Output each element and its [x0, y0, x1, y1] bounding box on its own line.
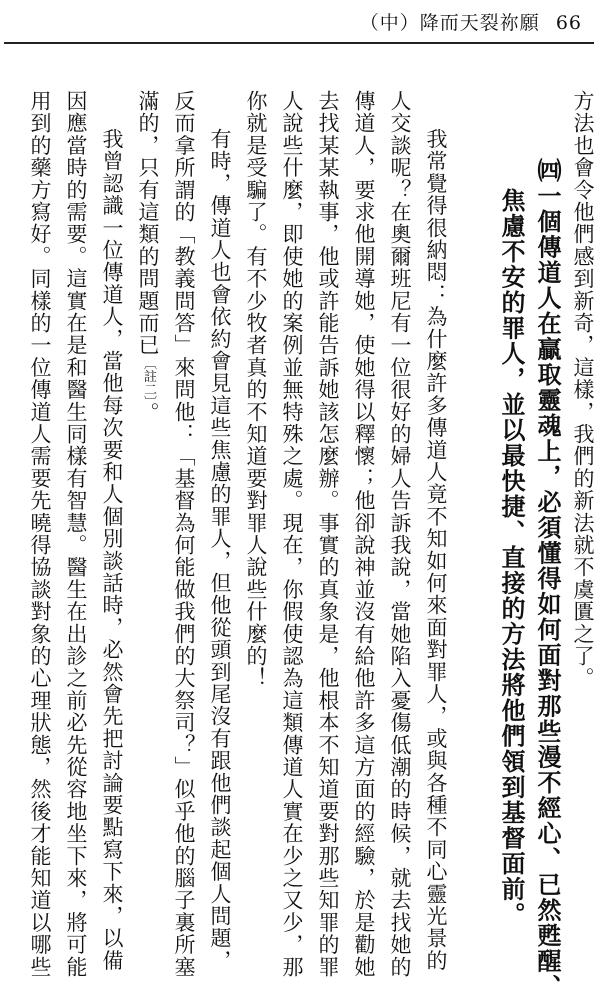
- text-column-15: 用到的藥方寫好。同樣的一位傳道人需要先曉得協談對象的心理狀態，然後才能知道以哪些: [28, 90, 52, 978]
- text-column-9: 你就是受騙了。有不少牧者真的不知道要對罪人說些什麼的！: [244, 90, 268, 690]
- text-column-13: 我曾認識一位傳道人，當他每次要和人個別談話時，必然會先把討論要點寫下來，以備: [100, 128, 124, 972]
- text-column-14: 因應當時的需要。這實在是和醫生同樣有智慧。醫生在出診之前必先從容地坐下來，將可能: [64, 90, 88, 978]
- footnote-marker: 〔註二〕: [141, 356, 156, 402]
- text-column-8: 人說些什麼，即使她的案例並無特殊之處。現在，你假使認為這類傳道人實在少之又少，那: [280, 90, 304, 978]
- page-number: 66: [555, 12, 582, 34]
- text-column-12-tail: 。: [136, 401, 160, 425]
- chapter-title: （中）降而天裂祢願: [359, 12, 540, 34]
- text-column-10: 有時，傳道人也會依約會見這些焦慮的罪人，但他從頭到尾沒有跟他們談起個人問題，: [208, 128, 232, 972]
- text-column-1: 方法也會令他們感到新奇，這樣，我們的新法就不虞匱之了。: [571, 90, 595, 690]
- text-column-11: 反而拿所謂的「教義問答」來問他：「基督為何能做我們的大祭司？」似乎他的腦子裏所塞: [172, 90, 196, 978]
- text-column-4: 我常覺得很納悶：為什麼許多傳道人竟不知如何來面對罪人，或與各種不同心靈光景的: [424, 128, 448, 972]
- text-column-5: 人交談呢？在奧爾班尼有一位很好的婦人告訴我說，當她陷入憂傷低潮的時候，就去找她的: [388, 90, 412, 978]
- text-column-12-body: 滿的，只有這類的問題而已: [136, 90, 160, 357]
- page-header: [360, 8, 582, 35]
- text-column-7: 去找某某執事，他或許能告訴她該怎麼辦。事實的真象是，他根本不知道要對那些知罪的罪: [316, 90, 340, 978]
- heading-line-1: ㈣一個傳道人在贏取靈魂上，必須懂得如何面對那些漫不經心、已然甦醒、: [533, 158, 562, 1000]
- text-column-12: [133, 90, 163, 424]
- header-rule: [4, 42, 594, 44]
- text-column-6: 傳道人，要求他開導她，使她得以釋懷；他卻說神並沒有給他許多這方面的經驗，於是勸她: [352, 90, 376, 978]
- heading-line-2: 焦慮不安的罪人，並以最快捷、直接的方法將他們領到基督面前。: [497, 188, 526, 928]
